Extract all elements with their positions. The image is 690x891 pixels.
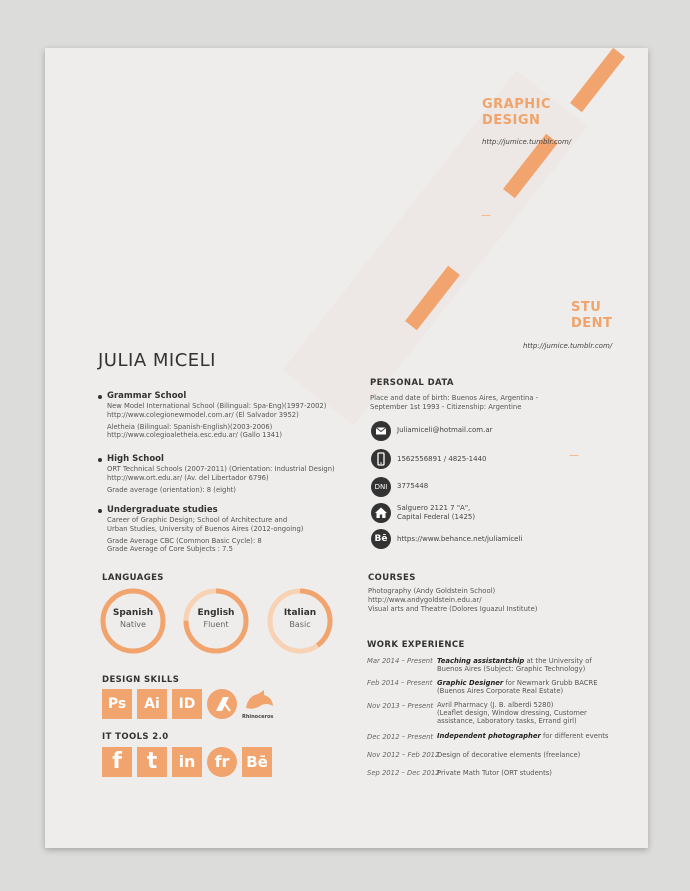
portfolio-url-2[interactable]: http://jumice.tumblr.com/ bbox=[523, 342, 613, 350]
work-entry-4: Design of decorative elements (freelance) bbox=[437, 751, 581, 759]
bullet-icon bbox=[98, 509, 102, 513]
courses-heading: COURSES bbox=[368, 573, 416, 583]
work-entry-0: Teaching assistantship at the University of Buenos Aires (Subject: Graphic Technology) bbox=[437, 657, 592, 673]
illustrator-icon: Ai bbox=[137, 689, 167, 719]
dash-1: — bbox=[481, 210, 491, 221]
bullet-icon bbox=[98, 395, 102, 399]
courses-details: Photography (Andy Goldstein School) http://www.andygoldstein.edu.ar/ Visual arts and Theatre (Dolores Iguazul Institute) bbox=[368, 587, 538, 613]
education-details-1: ORT Technical Schools (2007-2011) (Orientation: Industrial Design) http://www.ort.edu.ar/ (Av. del Libertador 6796) Grade average (orientation): 8 (eight) bbox=[107, 465, 335, 494]
languages-heading: LANGUAGES bbox=[102, 573, 164, 583]
language-english: English Fluent bbox=[183, 588, 249, 654]
personal-data-heading: PERSONAL DATA bbox=[370, 378, 454, 388]
work-date-1: Feb 2014 – Present bbox=[367, 679, 433, 687]
graphic-design-title: GRAPHIC DESIGN bbox=[482, 97, 552, 128]
facebook-icon[interactable]: f bbox=[102, 747, 132, 777]
work-date-0: Mar 2014 – Present bbox=[367, 657, 433, 665]
address-text: Salguero 2121 7 "A", Capital Federal (1425) bbox=[397, 504, 476, 521]
dni-text: 3775448 bbox=[397, 482, 429, 490]
work-date-3: Dec 2012 – Present bbox=[367, 733, 434, 741]
tumblr-icon[interactable]: t bbox=[137, 747, 167, 777]
accent-bar-top bbox=[570, 48, 625, 112]
home-icon bbox=[371, 503, 391, 523]
phone-text: 1562556891 / 4825-1440 bbox=[397, 455, 487, 463]
photoshop-icon: Ps bbox=[102, 689, 132, 719]
rhino-icon: Rhinoceros bbox=[242, 688, 276, 720]
education-title-0: Grammar School bbox=[107, 391, 187, 401]
personal-details: Place and date of birth: Buenos Aires, Argentina - September 1st 1993 - Citizenship: Argentine bbox=[370, 394, 539, 411]
phone-icon bbox=[371, 449, 391, 469]
dni-icon: DNI bbox=[371, 477, 391, 497]
autocad-icon bbox=[207, 689, 237, 719]
linkedin-icon[interactable]: in bbox=[172, 747, 202, 777]
work-entry-1: Graphic Designer for Newmark Grubb BACRE (Buenos Aires Corporate Real Estate) bbox=[437, 679, 598, 695]
behance-icon[interactable]: Bē bbox=[242, 747, 272, 777]
language-spanish: Spanish Native bbox=[100, 588, 166, 654]
email-text[interactable]: Juliamiceli@hotmail.com.ar bbox=[397, 426, 493, 434]
behance-url[interactable]: https://www.behance.net/juliamiceli bbox=[397, 535, 523, 543]
education-title-1: High School bbox=[107, 454, 164, 464]
work-date-4: Nov 2012 – Feb 2012 bbox=[367, 751, 440, 759]
bullet-icon bbox=[98, 458, 102, 462]
person-name: JULIA MICELI bbox=[98, 350, 216, 371]
behance-contact-icon: Bē bbox=[371, 529, 391, 549]
education-details-0: New Model International School (Bilingual: Spa-Eng)(1997-2002) http://www.colegionewmodel.com.ar/ (El Salvador 3952) Aletheia (Bilingual: Spanish-English)(2003-2006) http://www.colegioaletheia.esc.edu.ar/ (Gallo 1341) bbox=[107, 402, 327, 440]
work-date-5: Sep 2012 – Dec 2012 bbox=[367, 769, 440, 777]
portfolio-url-1[interactable]: http://jumice.tumblr.com/ bbox=[482, 138, 572, 146]
student-title: STU DENT bbox=[571, 300, 613, 331]
indesign-icon: ID bbox=[172, 689, 202, 719]
work-experience-heading: WORK EXPERIENCE bbox=[367, 640, 465, 650]
work-entry-2: Avril Pharmacy (J. B. alberdi 5280) (Leaflet design, Window dressing, Customer assistance, Laboratory tasks, Errand girl) bbox=[437, 701, 587, 725]
work-entry-5: Private Math Tutor (ORT students) bbox=[437, 769, 552, 777]
dash-2: — bbox=[569, 450, 579, 461]
education-details-2: Career of Graphic Design; School of Architecture and Urban Studies, University of Buenos Aires (2012-ongoing) Grade Average CBC (Common Basic Cycle): 8 Grade Average of Core Subjects : 7.5 bbox=[107, 516, 304, 554]
resume-page bbox=[45, 48, 648, 848]
work-date-2: Nov 2013 – Present bbox=[367, 702, 434, 710]
flickr-icon[interactable]: fr bbox=[207, 747, 237, 777]
language-italian: Italian Basic bbox=[267, 588, 333, 654]
work-entry-3: Independent photographer for different events bbox=[437, 732, 609, 740]
email-icon bbox=[371, 421, 391, 441]
education-title-2: Undergraduate studies bbox=[107, 505, 218, 515]
design-skills-heading: DESIGN SKILLS bbox=[102, 675, 180, 685]
it-tools-heading: IT TOOLS 2.0 bbox=[102, 732, 169, 742]
